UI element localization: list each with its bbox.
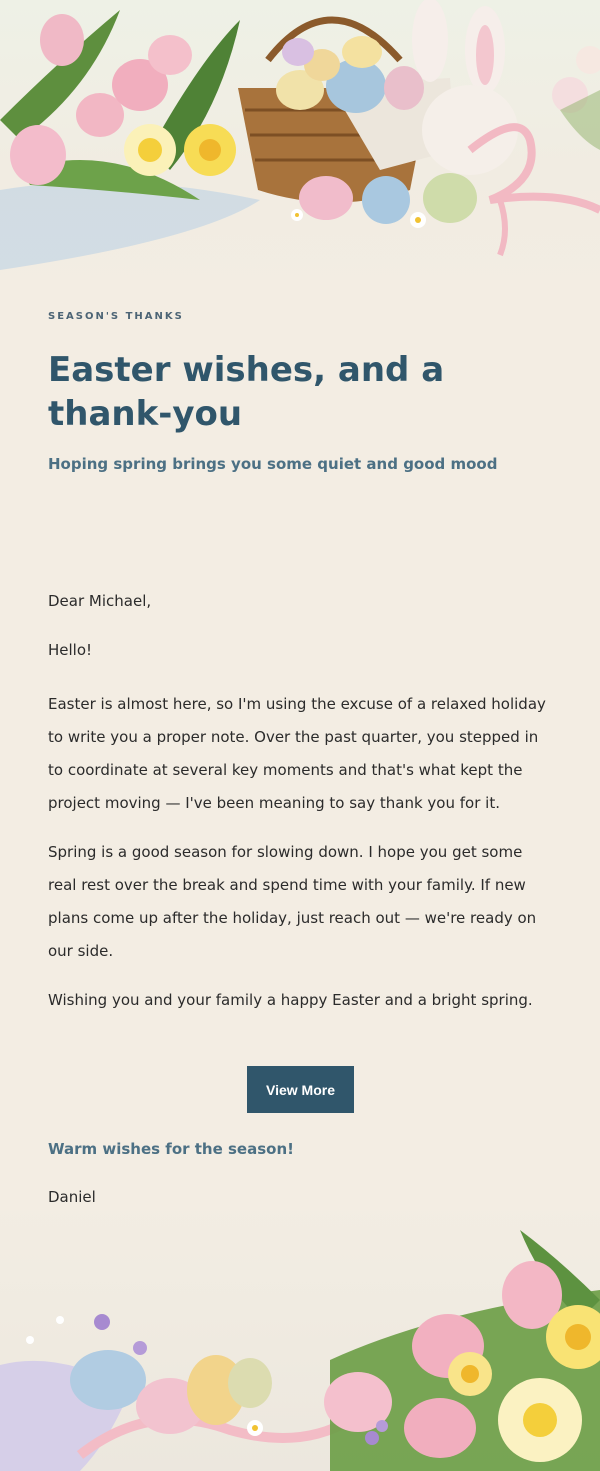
eyebrow-label: SEASON'S THANKS [48,311,184,322]
paragraph-2: Spring is a good season for slowing down. I hope you get some real rest over the break and spend time with your family. If new plans come up after the holiday, just reach out — we're ready on our side. [48,843,537,960]
paragraph-1: Easter is almost here, so I'm using the excuse of a relaxed holiday to write you a proper note. Over the past quarter, you stepped in to coordinate at several key moments and that's what kept the project moving — I've been meaning to say thank you for it. [48,695,546,812]
letter-body [48,590,554,1033]
header-illustration [0,0,600,290]
closing-line: Warm wishes for the season! [48,1140,294,1158]
subtitle: Hoping spring brings you some quiet and good mood [48,455,498,473]
page-title: Easter wishes, and a thank-you [48,350,445,434]
hello-line: Hello! [48,641,93,659]
paragraph-3: Wishing you and your family a happy Easter and a bright spring. [48,991,533,1009]
footer-illustration [0,1200,600,1471]
view-more-button[interactable]: View More [247,1066,354,1113]
signature: Daniel [48,1188,96,1206]
greeting: Dear Michael, [48,592,152,610]
